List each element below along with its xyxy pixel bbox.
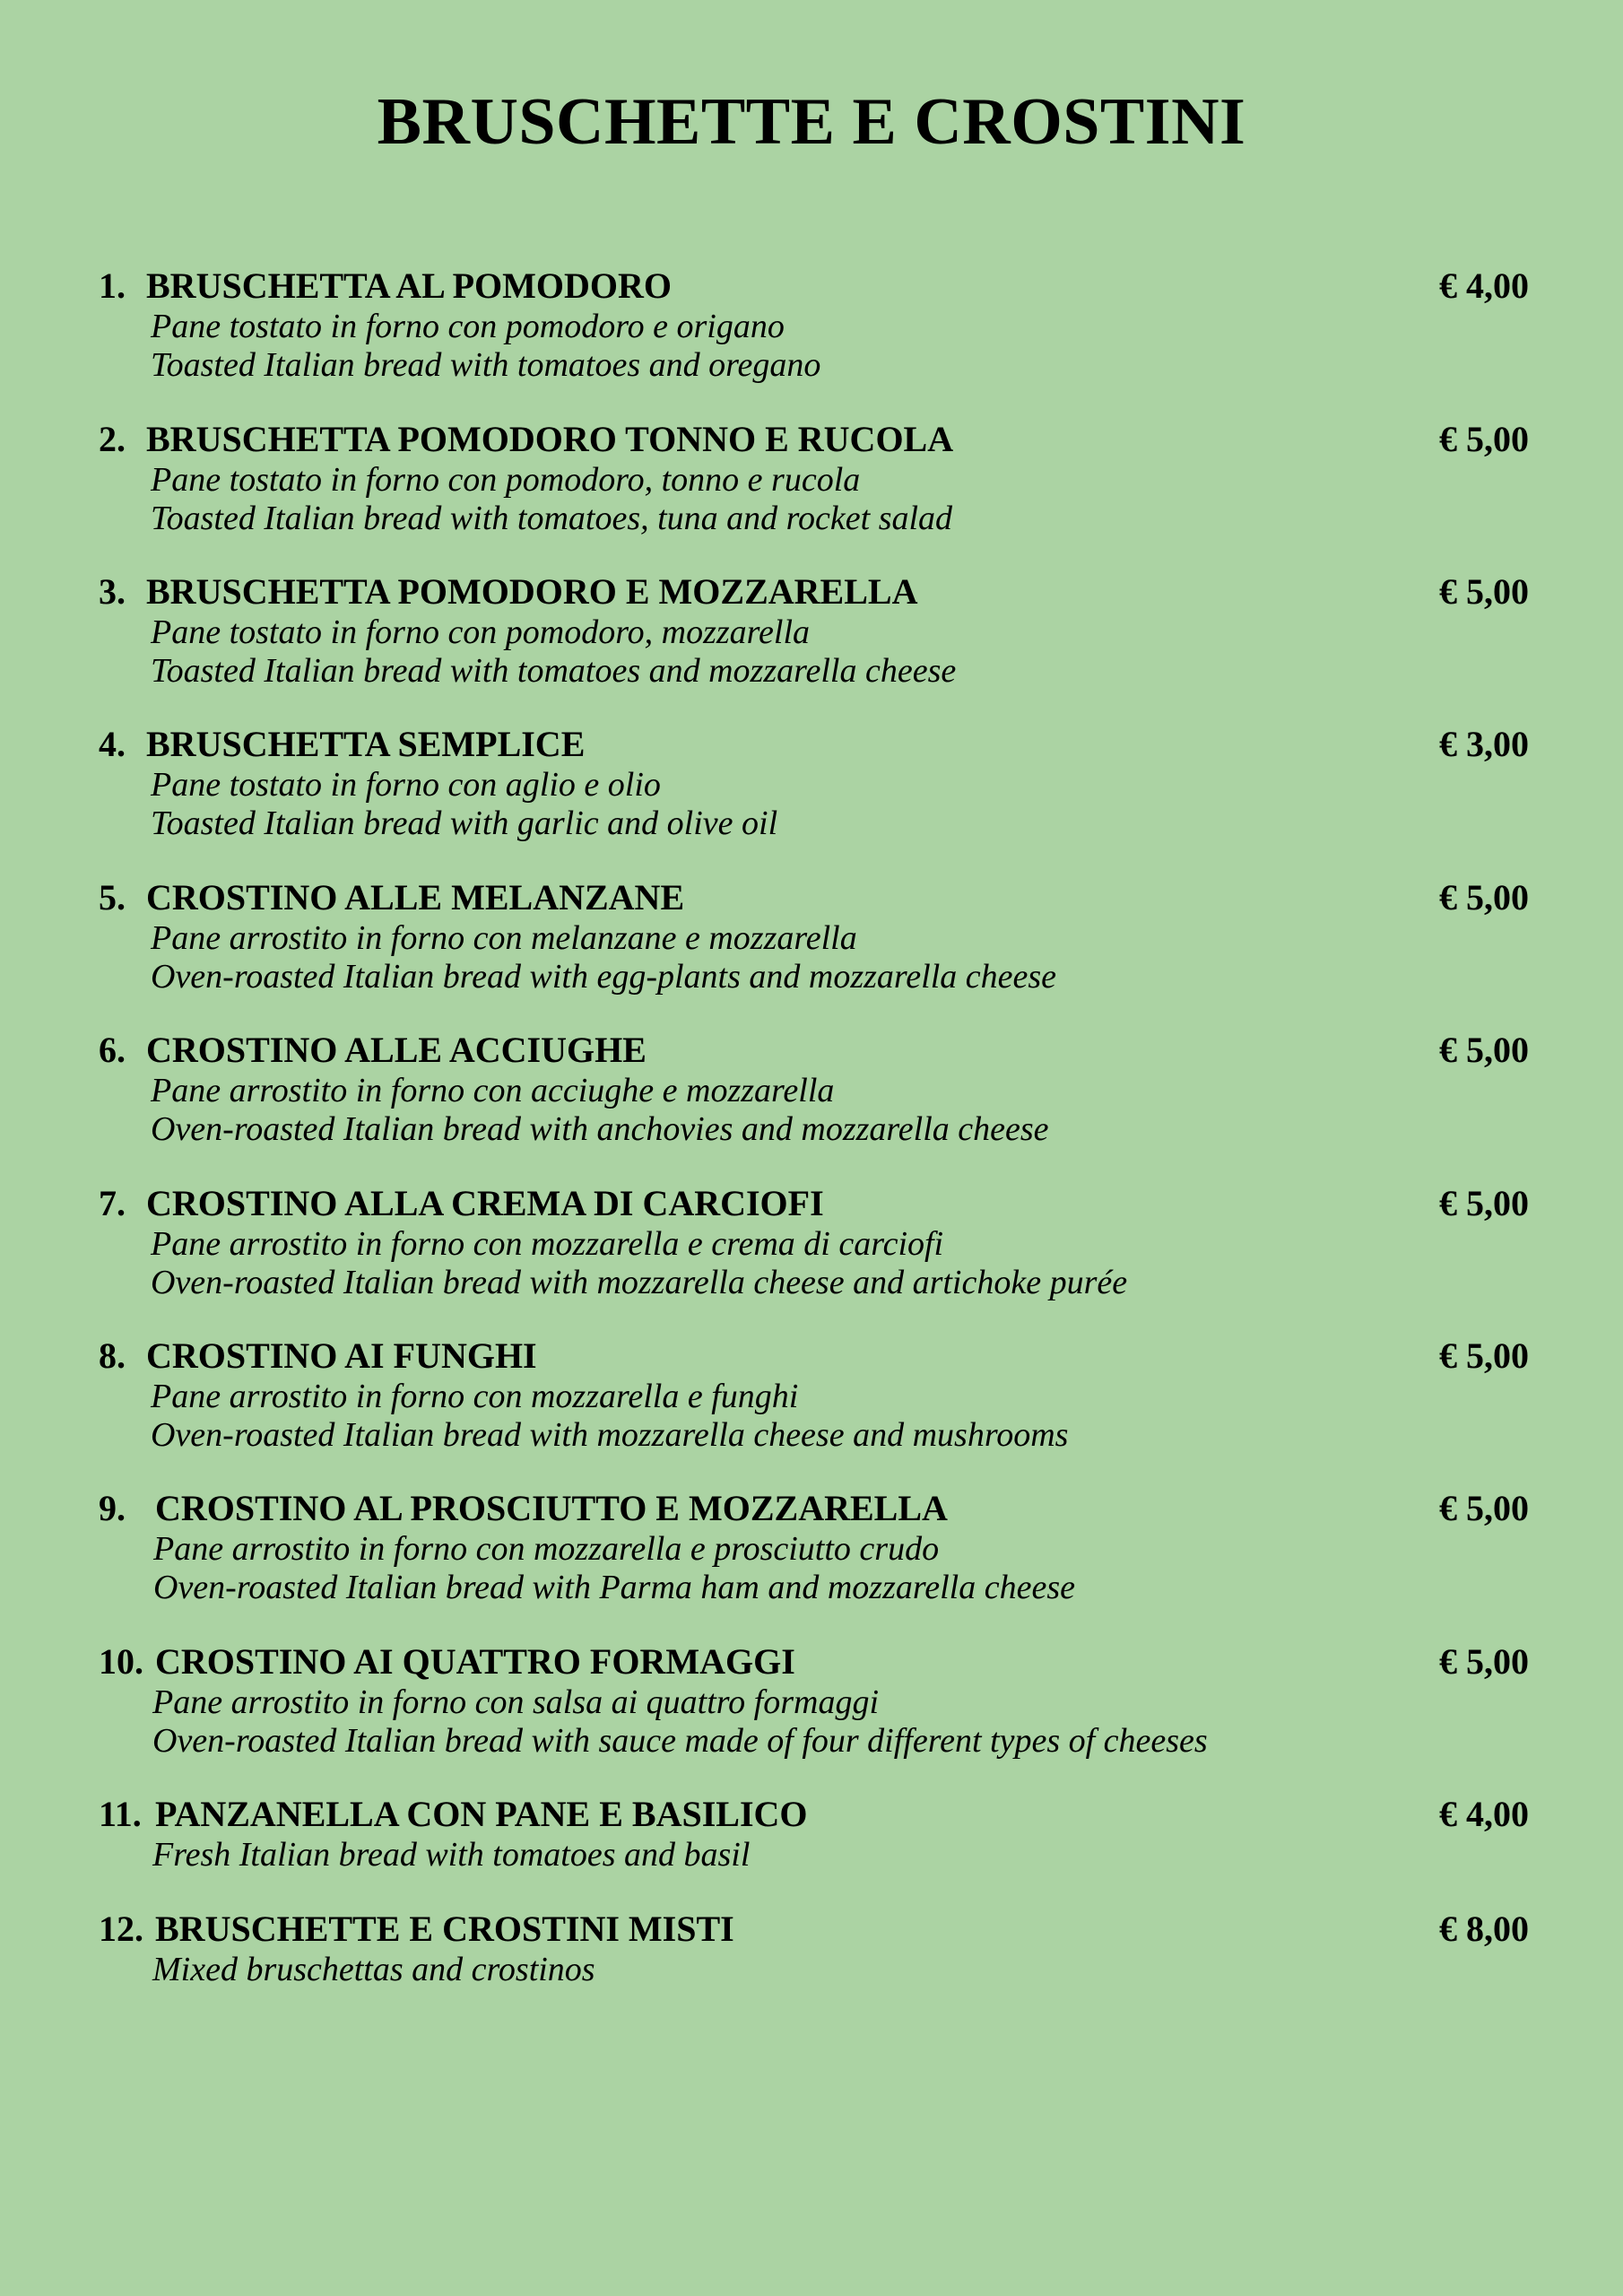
item-description-english: Oven-roasted Italian bread with anchovies and mozzarella cheese <box>151 1110 1049 1148</box>
item-description-italian: Pane tostato in forno con aglio e olio <box>151 766 661 804</box>
item-description-italian: Pane arrostito in forno con mozzarella e prosciutto crudo <box>153 1530 940 1568</box>
item-price: € 5,00 <box>1439 1641 1529 1682</box>
item-name: CROSTINO AI QUATTRO FORMAGGI <box>155 1641 795 1682</box>
menu-item <box>99 418 1529 538</box>
menu-item <box>99 1182 1529 1302</box>
item-number: 2. <box>99 419 126 459</box>
item-price: € 8,00 <box>1439 1909 1529 1949</box>
item-description-italian: Pane arrostito in forno con mozzarella e crema di carciofi <box>151 1225 944 1263</box>
item-description-english: Oven-roasted Italian bread with egg-plants and mozzarella cheese <box>151 958 1057 996</box>
item-name: BRUSCHETTA POMODORO E MOZZARELLA <box>146 571 918 612</box>
item-description-italian: Pane arrostito in forno con salsa ai quattro formaggi <box>152 1683 880 1721</box>
item-description-english: Toasted Italian bread with garlic and olive oil <box>151 804 778 842</box>
item-number: 3. <box>99 571 126 612</box>
item-description-italian: Pane arrostito in forno con acciughe e mozzarella <box>151 1072 835 1109</box>
item-description-english: Toasted Italian bread with tomatoes and oregano <box>151 346 821 384</box>
item-price: € 4,00 <box>1439 265 1529 306</box>
item-number: 5. <box>99 877 126 918</box>
menu-item <box>99 1487 1529 1607</box>
menu-item <box>99 265 1529 385</box>
item-name: PANZANELLA CON PANE E BASILICO <box>155 1794 808 1834</box>
item-description-english: Toasted Italian bread with tomatoes and mozzarella cheese <box>151 652 957 690</box>
item-name: BRUSCHETTA SEMPLICE <box>146 724 586 764</box>
item-number: 4. <box>99 724 126 764</box>
item-number: 10. <box>99 1641 143 1682</box>
item-price: € 3,00 <box>1439 724 1529 764</box>
item-description-english: Oven-roasted Italian bread with mozzarella cheese and mushrooms <box>151 1416 1069 1454</box>
item-name: CROSTINO ALLE MELANZANE <box>146 877 685 918</box>
menu-item <box>99 723 1529 843</box>
item-number: 8. <box>99 1335 126 1376</box>
menu-item <box>99 876 1529 996</box>
item-price: € 5,00 <box>1439 1030 1529 1070</box>
menu-item <box>99 570 1529 691</box>
item-number: 11. <box>99 1794 142 1834</box>
item-description-english: Oven-roasted Italian bread with Parma ham and mozzarella cheese <box>153 1569 1075 1606</box>
item-price: € 5,00 <box>1439 1335 1529 1376</box>
item-description-english: Fresh Italian bread with tomatoes and basil <box>152 1836 751 1874</box>
item-description-english: Oven-roasted Italian bread with sauce made of four different types of cheeses <box>152 1722 1208 1760</box>
item-price: € 5,00 <box>1439 1488 1529 1528</box>
item-name: CROSTINO ALLA CREMA DI CARCIOFI <box>146 1183 824 1223</box>
item-description-italian: Pane arrostito in forno con mozzarella e funghi <box>151 1378 799 1415</box>
item-name: CROSTINO ALLE ACCIUGHE <box>146 1030 647 1070</box>
menu-item <box>99 1640 1529 1761</box>
item-name: BRUSCHETTA POMODORO TONNO E RUCOLA <box>146 419 954 459</box>
item-price: € 5,00 <box>1439 1183 1529 1223</box>
item-name: BRUSCHETTA AL POMODORO <box>146 265 673 306</box>
item-name: CROSTINO AI FUNGHI <box>146 1335 537 1376</box>
menu-item <box>99 1029 1529 1149</box>
item-price: € 5,00 <box>1439 419 1529 459</box>
item-price: € 5,00 <box>1439 571 1529 612</box>
page-title: BRUSCHETTE E CROSTINI <box>377 85 1246 159</box>
item-description-english: Oven-roasted Italian bread with mozzarella cheese and artichoke purée <box>151 1264 1128 1301</box>
menu-item <box>99 1908 1529 1989</box>
item-number: 1. <box>99 265 126 306</box>
item-description-italian: Pane tostato in forno con pomodoro, tonno e rucola <box>151 461 861 499</box>
item-number: 6. <box>99 1030 126 1070</box>
item-description-english: Toasted Italian bread with tomatoes, tuna and rocket salad <box>151 500 953 537</box>
item-name: CROSTINO AL PROSCIUTTO E MOZZARELLA <box>155 1488 948 1528</box>
item-number: 12. <box>99 1909 143 1949</box>
item-price: € 4,00 <box>1439 1794 1529 1834</box>
menu-item <box>99 1793 1529 1874</box>
item-description-italian: Pane tostato in forno con pomodoro, mozzarella <box>151 613 811 651</box>
item-description-italian: Pane arrostito in forno con melanzane e mozzarella <box>151 919 857 957</box>
menu-item <box>99 1335 1529 1455</box>
item-name: BRUSCHETTE E CROSTINI MISTI <box>155 1909 734 1949</box>
item-number: 7. <box>99 1183 126 1223</box>
item-description-italian: Pane tostato in forno con pomodoro e origano <box>151 308 785 345</box>
item-price: € 5,00 <box>1439 877 1529 918</box>
item-number: 9. <box>99 1488 126 1528</box>
item-description-english: Mixed bruschettas and crostinos <box>152 1951 595 1988</box>
